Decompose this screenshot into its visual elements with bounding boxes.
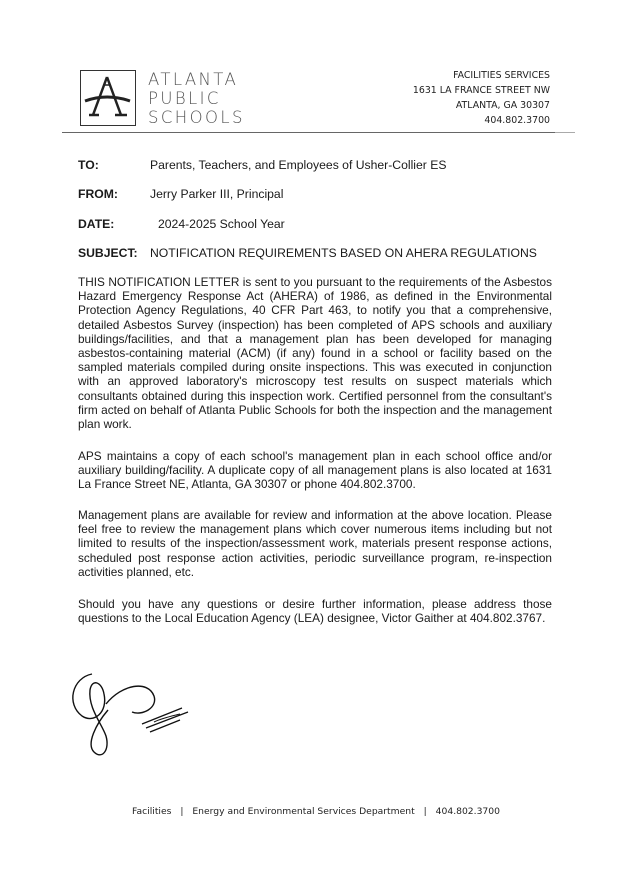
footer-division: Energy and Environmental Services Department xyxy=(192,806,415,817)
letterhead-address xyxy=(413,68,550,128)
subject-value: NOTIFICATION REQUIREMENTS BASED ON AHERA REGULATIONS xyxy=(150,246,537,260)
address-line: ATLANTA, GA 30307 xyxy=(455,100,550,111)
header-divider xyxy=(62,132,556,133)
aps-logo xyxy=(80,70,136,126)
to-value: Parents, Teachers, and Employees of Usher-Collier ES xyxy=(150,158,447,172)
address-line: 404.802.3700 xyxy=(484,115,550,126)
footer-department: Facilities xyxy=(132,806,172,817)
org-name-line: SCHOOLS xyxy=(148,108,245,127)
org-name-line: PUBLIC xyxy=(148,89,221,108)
org-name-line: ATLANTA xyxy=(148,70,239,89)
header-divider-extension xyxy=(555,132,575,133)
address-line: 1631 LA FRANCE STREET NW xyxy=(412,85,550,96)
aps-logo-icon xyxy=(81,71,134,124)
date-label: DATE: xyxy=(78,217,115,231)
from-label: FROM: xyxy=(78,187,118,201)
org-name xyxy=(148,70,245,127)
body-paragraph: THIS NOTIFICATION LETTER is sent to you pursuant to the requirements of the Asbestos Hazard Emergency Response Act (AHERA) of 1986, as defined in the Environmental Protection Agency Regulations, 40 CFR Part 463, to notify you that a comprehensive, detailed Asbestos Survey (inspection) has been completed of APS schools and auxiliary buildings/facilities, and that a management plan has been developed for managing asbestos-containing material (ACM) (if any) found in a school or facility based on the sampled materials compiled during onsite inspections. This was executed in conjunction with an approved laboratory's microscopy test results on suspect materials which consultants obtained during this inspection work. Certified personnel from the consultant's firm acted on behalf of Atlanta Public Schools for both the inspection and the management plan work. xyxy=(78,275,552,432)
footer-phone: 404.802.3700 xyxy=(435,806,500,817)
body-paragraph: Should you have any questions or desire further information, please address those questions to the Local Education Agency (LEA) designee, Victor Gaither at 404.802.3767. xyxy=(78,597,552,626)
to-label: TO: xyxy=(78,158,99,172)
page-footer xyxy=(0,806,632,817)
address-line: FACILITIES SERVICES xyxy=(453,70,550,81)
body-paragraph: Management plans are available for review and information at the above location. Please feel free to review the management plans which cover numerous items including but not limited to results of the inspection/assessment work, materials present response actions, scheduled post response action activities, periodic surveillance program, re-inspection activities planned, etc. xyxy=(78,508,552,579)
footer-separator: | xyxy=(180,806,184,817)
from-value: Jerry Parker III, Principal xyxy=(150,187,284,201)
principal-signature xyxy=(62,664,202,764)
footer-separator: | xyxy=(423,806,427,817)
date-value: 2024-2025 School Year xyxy=(158,217,285,231)
body-paragraph: APS maintains a copy of each school's management plan in each school office and/or auxiliary building/facility. A duplicate copy of all management plans is also located at 1631 La France Street NE, Atlanta, GA 30307 or phone 404.802.3700. xyxy=(78,449,552,492)
subject-label: SUBJECT: xyxy=(78,246,138,260)
